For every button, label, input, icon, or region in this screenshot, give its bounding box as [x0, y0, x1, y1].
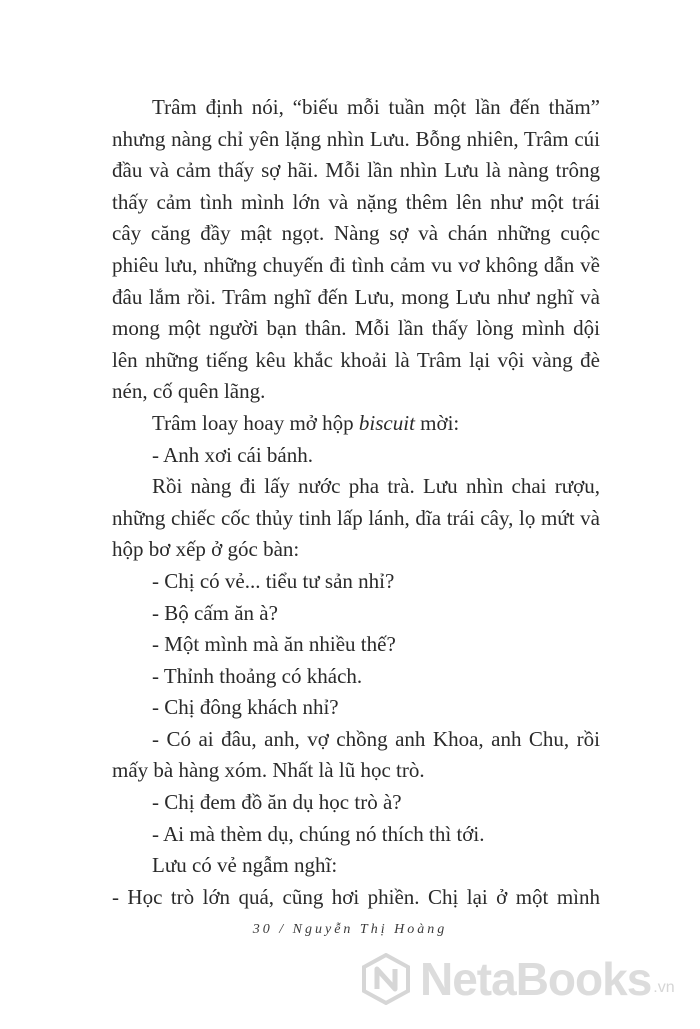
- text-line: phiêu lưu, những chuyến đi tình cảm vu vơ không dẫn về: [112, 252, 600, 277]
- text-line: - Một mình mà ăn nhiều thế?: [152, 632, 396, 657]
- watermark-suffix: .vn: [653, 979, 675, 996]
- text-line: - Bộ cấm ăn à?: [152, 600, 278, 625]
- text-line: - Ai mà thèm dụ, chúng nó thích thì tới.: [152, 821, 485, 846]
- text-line: - Chị có vẻ... tiểu tư sản nhỉ?: [152, 568, 395, 593]
- text-line: Lưu có vẻ ngẫm nghĩ:: [152, 853, 338, 878]
- text-line: Trâm loay hoay mở hộp biscuit mời:: [152, 410, 460, 435]
- text-line: mấy bà hàng xóm. Nhất là lũ học trò.: [112, 758, 425, 783]
- italic-word: biscuit: [358, 410, 415, 435]
- text-line: lên những tiếng kêu khắc khoải là Trâm lại vội vàng đè: [112, 347, 600, 372]
- text-line: đầu và cảm thấy sợ hãi. Mỗi lần nhìn Lưu là nàng trông: [112, 158, 600, 183]
- watermark: [360, 944, 690, 1014]
- text-line: Rồi nàng đi lấy nước pha trà. Lưu nhìn chai rượu,: [152, 474, 600, 499]
- text-line: - Anh xơi cái bánh.: [152, 442, 313, 467]
- text-line: đâu lắm rồi. Trâm nghĩ đến Lưu, mong Lưu như nghĩ và: [112, 284, 600, 309]
- text-line: nhưng nàng chỉ yên lặng nhìn Lưu. Bỗng nhiên, Trâm cúi: [112, 126, 600, 151]
- watermark-brand: NetaBooks: [420, 953, 652, 1005]
- text-line: mong một người bạn thân. Mỗi lần thấy lòng mình dội: [112, 316, 600, 341]
- body-text: [112, 92, 600, 913]
- text-line: hộp bơ xếp ở góc bàn:: [112, 537, 300, 562]
- text-line: - Thỉnh thoảng có khách.: [152, 663, 363, 688]
- text-line: cây căng đầy mật ngọt. Nàng sợ và chán những cuộc: [112, 221, 600, 246]
- text-line: - Chị đông khách nhỉ?: [152, 695, 339, 720]
- netabooks-n-logo-icon: [360, 953, 412, 1005]
- text-line: những chiếc cốc thủy tinh lấp lánh, dĩa trái cây, lọ mứt và: [112, 505, 600, 530]
- text-line: - Có ai đâu, anh, vợ chồng anh Khoa, anh Chu, rồi: [152, 726, 600, 751]
- page-footer: 30 / Nguyễn Thị Hoàng: [252, 922, 448, 937]
- text-line: thấy cảm tình mình lớn và nặng thêm lên như một trái: [112, 189, 600, 214]
- text-line: Trâm định nói, “biếu mỗi tuần một lần đến thăm”: [152, 95, 600, 119]
- text-line: - Học trò lớn quá, cũng hơi phiền. Chị lại ở một mình: [112, 884, 600, 909]
- text-line: nén, cố quên lãng.: [112, 379, 266, 404]
- text-line: - Chị đem đồ ăn dụ học trò à?: [152, 790, 402, 815]
